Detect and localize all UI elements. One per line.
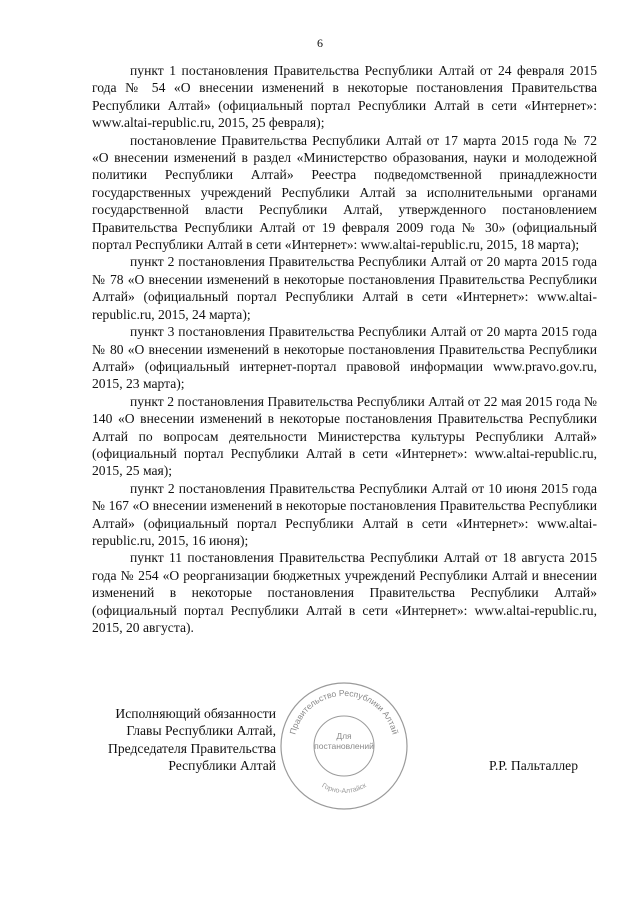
stamp-outer-text: Правительство Республики Алтай	[287, 687, 401, 736]
signatory-title	[60, 705, 276, 775]
page-number: 6	[317, 36, 323, 50]
list-item: пункт 1 постановления Правительства Республики Алтай от 24 февраля 2015 года № 54 «О внесении изменений в некоторые постановления Правительства Республики Алтай» (официальный портал Республики Алтай в сети «Интернет»: www.altai-republic.ru, 2015, 25 февраля);	[92, 63, 597, 131]
signatory-title-line: Главы Республики Алтай,	[126, 723, 276, 739]
list-item: пункт 11 постановления Правительства Республики Алтай от 18 августа 2015 года № 254 «О реорганизации бюджетных учреждений Республики Алтай и внесении изменений в некоторые постановления Правительства Республики Алтай» (официальный портал Республики Алтай в сети «Интернет»: www.altai-republic.ru, 2015, 20 августа).	[92, 550, 597, 635]
signatory-title-line: Исполняющий обязанности	[115, 706, 276, 721]
list-item: пункт 3 постановления Правительства Республики Алтай от 20 марта 2015 года № 80 «О внесении изменений в некоторые постановления Правительства Республики Алтай» (официальный интернет-портал правовой информации www.pravo.gov.ru, 2015, 23 марта);	[92, 324, 597, 392]
signatory-title-line: Председателя Правительства	[108, 740, 276, 756]
stamp-bottom-text: Горно-Алтайск	[320, 782, 368, 796]
stamp-inner-text: Для постановлений	[314, 731, 374, 751]
official-stamp	[274, 676, 414, 816]
signatory-name: Р.Р. Пальталлер	[488, 758, 578, 773]
document-body	[92, 62, 597, 636]
signatory-title-line: Республики Алтай	[168, 758, 276, 774]
list-item: пункт 2 постановления Правительства Республики Алтай от 10 июня 2015 года № 167 «О внесении изменений в некоторые постановления Правительства Республики Алтай» (официальный портал Республики Алтай в сети «Интернет»: www.altai-republic.ru, 2015, 16 июня);	[92, 480, 597, 548]
list-item: пункт 2 постановления Правительства Республики Алтай от 22 мая 2015 года № 140 «О внесении изменений в некоторые постановления Правительства Республики Алтай по вопросам деятельности Министерства культуры Республики Алтай» (официальный портал Республики Алтай в сети «Интернет»: www.altai-republic.ru, 2015, 25 мая);	[92, 393, 597, 479]
list-item: пункт 2 постановления Правительства Республики Алтай от 20 марта 2015 года № 78 «О внесении изменений в некоторые постановления Правительства Республики Алтай» (официальный портал Республики Алтай в сети «Интернет»: www.altai-republic.ru, 2015, 24 марта);	[92, 254, 597, 322]
list-item: постановление Правительства Республики Алтай от 17 марта 2015 года № 72 «О внесении изменений в раздел «Министерство образования, науки и молодежной политики Республики Алтай» Реестра подведомственной принадлежности государственных учреждений Республики Алтай за исполнительными органами государственной власти Республики Алтай, утвержденного постановлением Правительства Республики Алтай от 19 февраля 2009 года № 30» (официальный портал Республики Алтай в сети «Интернет»: www.altai-republic.ru, 2015, 18 марта);	[92, 132, 597, 253]
